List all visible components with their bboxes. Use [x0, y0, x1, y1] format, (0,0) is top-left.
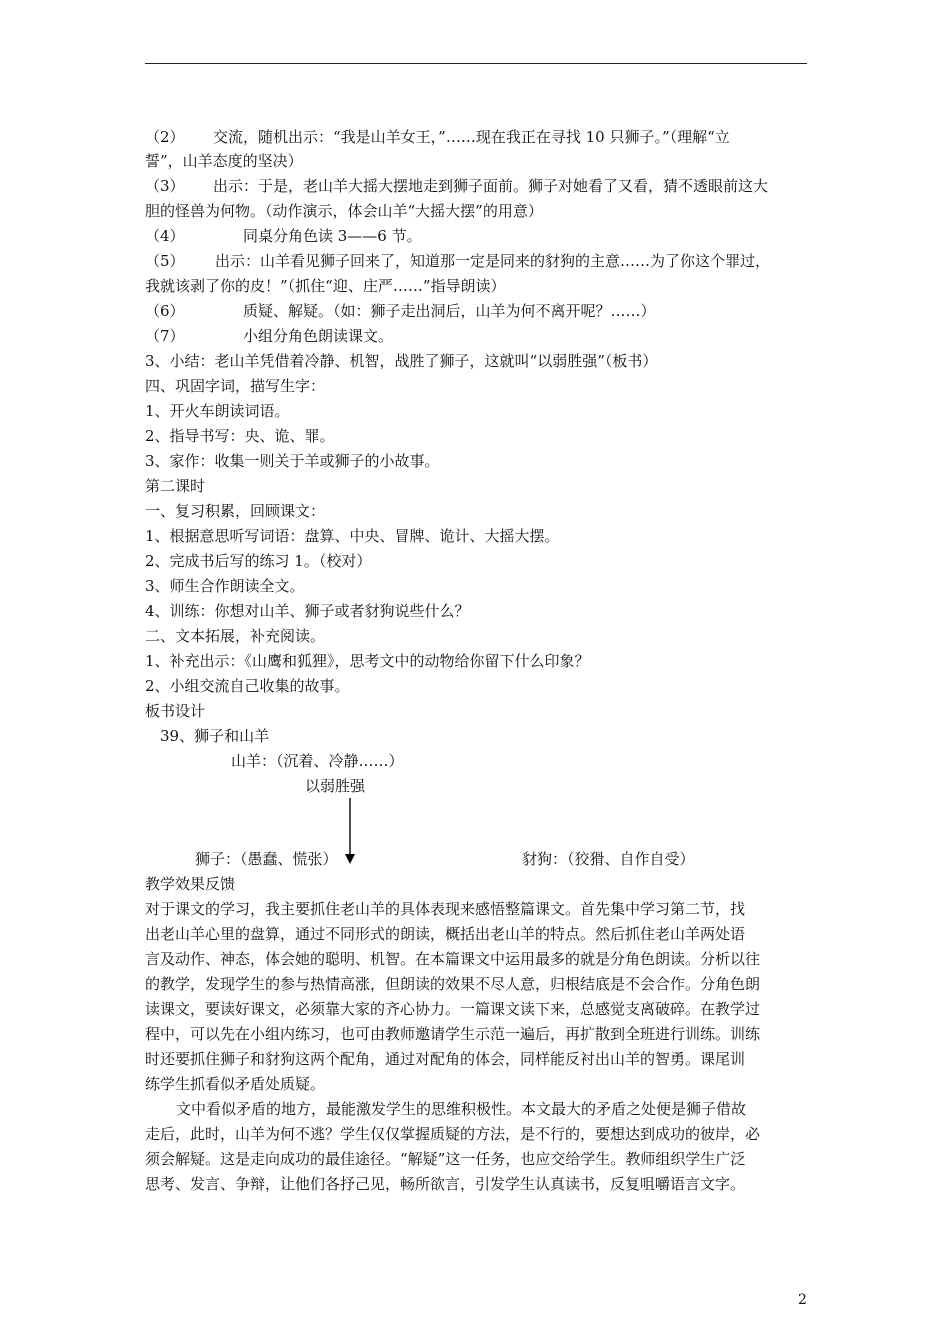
text-line: （7） 小组分角色朗读课文。 — [145, 327, 394, 345]
text-line: 2、完成书后写的练习 1。（校对） — [145, 552, 372, 570]
text-line: 1、补充出示：《山鹰和狐狸》，思考文中的动物给你留下什么印象？ — [145, 652, 590, 670]
text-line: 四、巩固字词，描写生字： — [145, 377, 326, 395]
text-line: （3） 出示：于是，老山羊大摇大摆地走到狮子面前。狮子对她看了又看，猜不透眼前这大 — [145, 177, 769, 195]
text-line: 3、小结：老山羊凭借着冷静、机智，战胜了狮子，这就叫“以弱胜强”（板书） — [145, 352, 658, 370]
paragraph-line: 对于课文的学习，我主要抓住老山羊的具体表现来感悟整篇课文。首先集中学习第二节，找 — [145, 900, 746, 918]
text-line: 一、复习积累，回顾课文： — [145, 502, 326, 520]
paragraph-line: 程中，可以先在小组内练习，也可由教师邀请学生示范一遍后，再扩散到全班进行训练。训练 — [145, 1025, 761, 1043]
text-line: 胆的怪兽为何物。（动作演示，体会山羊“大摇大摆”的用意） — [145, 202, 543, 220]
paragraph-line: 的教学，发现学生的参与热情高涨，但朗读的效果不尽人意，归根结底是不会合作。分角色朗 — [145, 975, 761, 993]
text-line: 我就该剥了你的皮！”（抓住“迎、庄严……”指导朗读） — [145, 277, 506, 295]
section-heading: 第二课时 — [145, 477, 206, 495]
text-line: （4） 同桌分角色读 3——6 节。 — [145, 227, 422, 245]
text-line: （2） 交流，随机出示：“我是山羊女王，”……现在我正在寻找 10 只狮子。”（理解“立 — [145, 128, 730, 146]
paragraph-line: 读课文，要读好课文，必须靠大家的齐心协力。一篇课文读下来，总感觉支离破碎。在教学过 — [145, 1000, 761, 1018]
text-line: 2、小组交流自己收集的故事。 — [145, 677, 350, 695]
text-line: （6） 质疑、解疑。（如：狮子走出洞后，山羊为何不离开呢？……） — [145, 302, 656, 320]
paragraph-line: 走后，此时，山羊为何不逃？学生仅仅掌握质疑的方法，是不行的，要想达到成功的彼岸，必 — [145, 1125, 761, 1143]
header-rule — [145, 63, 807, 64]
down-arrow-icon — [340, 798, 360, 864]
section-heading: 板书设计 — [145, 702, 206, 720]
board-lion: 狮子：（愚蠢、慌张） — [195, 850, 338, 868]
text-line: 二、文本拓展，补充阅读。 — [145, 627, 326, 645]
paragraph-line: 出老山羊心里的盘算，通过不同形式的朗读，概括出老山羊的特点。然后抓住老山羊两处语 — [145, 925, 746, 943]
board-center: 以弱胜强 — [305, 777, 366, 795]
board-goat: 山羊：（沉着、冷静……） — [231, 752, 404, 770]
feedback-heading: 教学效果反馈 — [145, 875, 236, 893]
text-line: 誓”，山羊态度的坚决） — [145, 152, 303, 170]
text-line: 1、开火车朗读词语。 — [145, 402, 290, 420]
text-line: 3、家作：收集一则关于羊或狮子的小故事。 — [145, 452, 440, 470]
text-line: 3、师生合作朗读全文。 — [145, 577, 305, 595]
paragraph-line: 文中看似矛盾的地方，最能激发学生的思维积极性。本文最大的矛盾之处便是狮子借故 — [176, 1100, 747, 1118]
page-number: 2 — [798, 1292, 807, 1308]
text-line: 1、根据意思听写词语：盘算、中央、冒牌、诡计、大摇大摆。 — [145, 527, 560, 545]
text-line: 2、指导书写：央、诡、罪。 — [145, 427, 335, 445]
paragraph-line: 时还要抓住狮子和豺狗这两个配角，通过对配角的体会，同样能反衬出山羊的智勇。课尾训 — [145, 1050, 746, 1068]
paragraph-line: 须会解疑。这是走向成功的最佳途径。“解疑”这一任务，也应交给学生。教师组织学生广泛 — [145, 1150, 746, 1168]
board-title: 39、狮子和山羊 — [160, 727, 270, 745]
paragraph-line: 思考、发言、争辩，让他们各抒己见，畅所欲言，引发学生认真读书，反复咀嚼语言文字。 — [145, 1175, 746, 1193]
board-jackal: 豺狗：（狡猾、自作自受） — [522, 850, 695, 868]
paragraph-line: 言及动作、神态，体会她的聪明、机智。在本篇课文中运用最多的就是分角色朗读。分析以往 — [145, 950, 761, 968]
text-line: （5） 出示：山羊看见狮子回来了，知道那一定是同来的豺狗的主意……为了你这个罪过， — [145, 252, 771, 270]
paragraph-line: 练学生抓看似矛盾处质疑。 — [145, 1075, 326, 1093]
text-line: 4、训练：你想对山羊、狮子或者豺狗说些什么？ — [145, 602, 470, 620]
